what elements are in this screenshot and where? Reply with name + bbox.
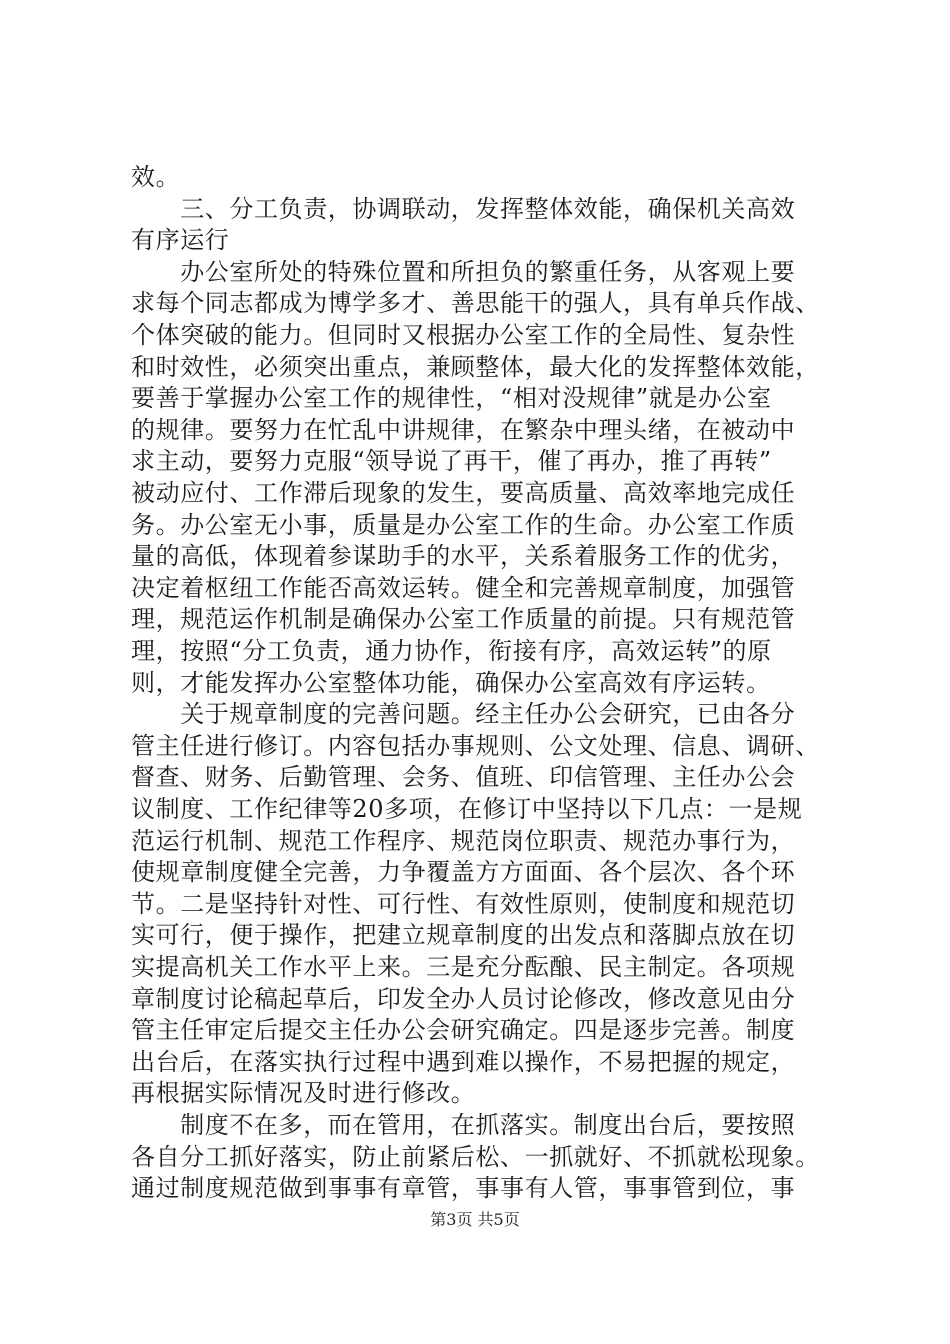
text-line: 范运行机制、规范工作程序、规范岗位职责、规范办事行为， — [131, 826, 796, 855]
text-line: 实可行，便于操作，把建立规章制度的出发点和落脚点放在切 — [131, 921, 796, 950]
text-line: 实提高机关工作水平上来。三是充分酝酿、民主制定。各项规 — [131, 953, 796, 981]
text-line: 被动应付、工作滞后现象的发生，要高质量、高效率地完成任 — [131, 479, 796, 507]
text-line: 关于规章制度的完善问题。经主任办公会研究，已由各分 — [131, 700, 796, 729]
text-line: 各自分工抓好落实，防止前紧后松、一抓就好、不抓就松现象。 — [131, 1142, 820, 1171]
text-line: 出台后，在落实执行过程中遇到难以操作，不易把握的规定， — [131, 1047, 796, 1076]
text-line: 个体突破的能力。但同时又根据办公室工作的全局性、复杂性 — [131, 321, 796, 349]
text-line: 务。办公室无小事，质量是办公室工作的生命。办公室工作质 — [131, 510, 796, 539]
text-line: 管主任进行修订。内容包括办事规则、公文处理、信息、调研、 — [131, 731, 820, 760]
text-line: 理，按照“分工负责，通力协作，衔接有序，高效运转”的原 — [131, 637, 772, 665]
text-line: 议制度、工作纪律等20多项，在修订中坚持以下几点：一是规 — [131, 795, 803, 823]
text-line: 要善于掌握办公室工作的规律性，“相对没规律”就是办公室 — [131, 384, 772, 413]
page-number-footer: 第3页 共5页 — [430, 1210, 520, 1229]
text-line: 节。二是坚持针对性、可行性、有效性原则，使制度和规范切 — [131, 889, 796, 918]
text-line: 决定着枢纽工作能否高效运转。健全和完善规章制度，加强管 — [131, 573, 796, 602]
text-line: 办公室所处的特殊位置和所担负的繁重任务，从客观上要 — [131, 257, 796, 286]
text-line: 通过制度规范做到事事有章管，事事有人管，事事管到位，事 — [131, 1174, 796, 1203]
text-line: 的规律。要努力在忙乱中讲规律，在繁杂中理头绪，在被动中 — [131, 415, 796, 444]
text-line: 有序运行 — [131, 226, 230, 255]
text-line: 制度不在多，而在管用，在抓落实。制度出台后，要按照 — [131, 1111, 796, 1139]
text-line: 求每个同志都成为博学多才、善思能干的强人，具有单兵作战、 — [131, 289, 820, 318]
text-line: 量的高低，体现着参谋助手的水平，关系着服务工作的优劣， — [131, 542, 796, 571]
text-line: 再根据实际情况及时进行修改。 — [131, 1079, 476, 1108]
text-line: 三、分工负责，协调联动，发挥整体效能，确保机关高效 — [131, 194, 796, 223]
text-line: 理，规范运作机制是确保办公室工作质量的前提。只有规范管 — [131, 605, 796, 634]
text-line: 章制度讨论稿起草后，印发全办人员讨论修改，修改意见由分 — [131, 984, 796, 1013]
text-line: 求主动，要努力克服“领导说了再干，催了再办，推了再转” — [131, 447, 772, 476]
text-line: 管主任审定后提交主任办公会研究确定。四是逐步完善。制度 — [131, 1016, 796, 1045]
text-line: 效。 — [131, 163, 181, 191]
text-line: 和时效性，必须突出重点，兼顾整体，最大化的发挥整体效能， — [131, 352, 820, 381]
text-line: 则，才能发挥办公室整体功能，确保办公室高效有序运转。 — [131, 668, 771, 697]
text-line: 使规章制度健全完善，力争覆盖方方面面、各个层次、各个环 — [131, 858, 796, 887]
text-line: 督查、财务、后勤管理、会务、值班、印信管理、主任办公会 — [131, 763, 796, 792]
